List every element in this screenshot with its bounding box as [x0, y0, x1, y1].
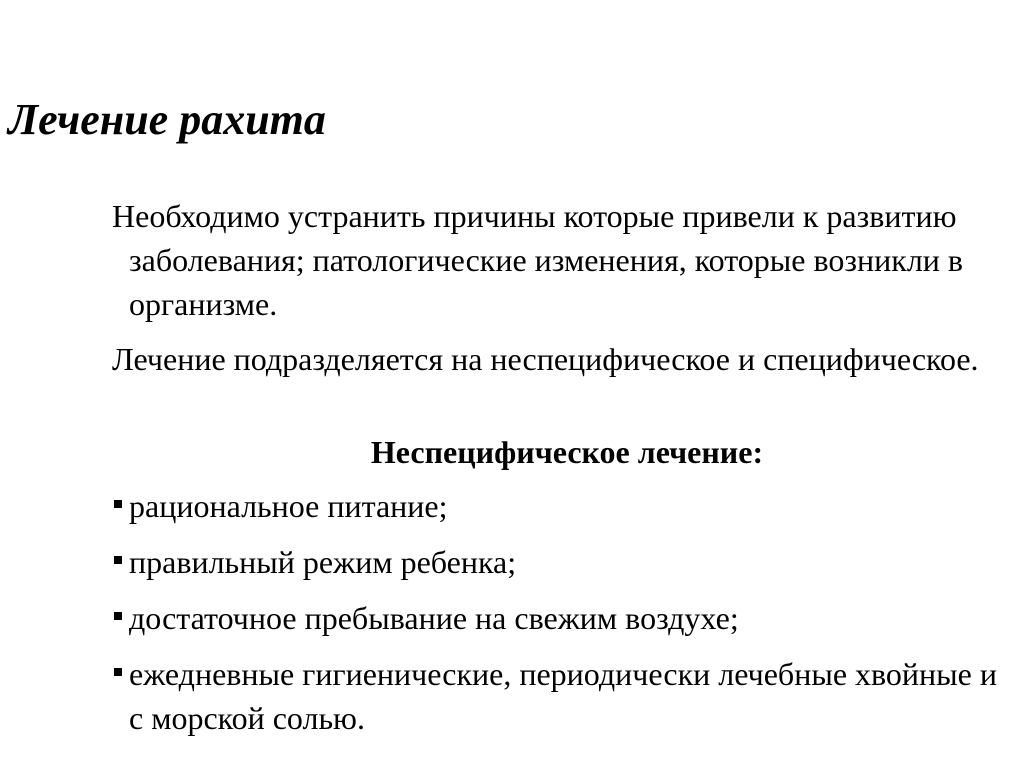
square-bullet-icon	[114, 612, 122, 620]
list-item-text: правильный режим ребенка;	[129, 544, 517, 580]
list-item-text: достаточное пребывание на свежим воздухе;	[129, 600, 739, 636]
list-item-text: рациональное питание;	[129, 488, 448, 524]
intro-paragraph: Необходимо устранить причины которые привели к развитию заболевания; патологические изменения, которые возникли в организме.	[112, 198, 964, 322]
square-bullet-icon	[114, 500, 122, 508]
list-item	[112, 652, 1012, 740]
slide-title: Лечение рахита	[8, 95, 326, 144]
list-item	[112, 484, 1012, 528]
list-item-text: ежедневные гигиенические, периодически лечебные хвойные и с морской солью.	[129, 656, 997, 736]
section-subheading: Неспецифическое лечение:	[370, 434, 764, 470]
square-bullet-icon	[114, 668, 122, 676]
list-item	[112, 540, 1012, 584]
classification-paragraph: Лечение подразделяется на неспецифическое и специфическое.	[112, 341, 979, 377]
bullet-list	[112, 484, 1012, 752]
square-bullet-icon	[114, 556, 122, 564]
list-item	[112, 596, 1012, 640]
